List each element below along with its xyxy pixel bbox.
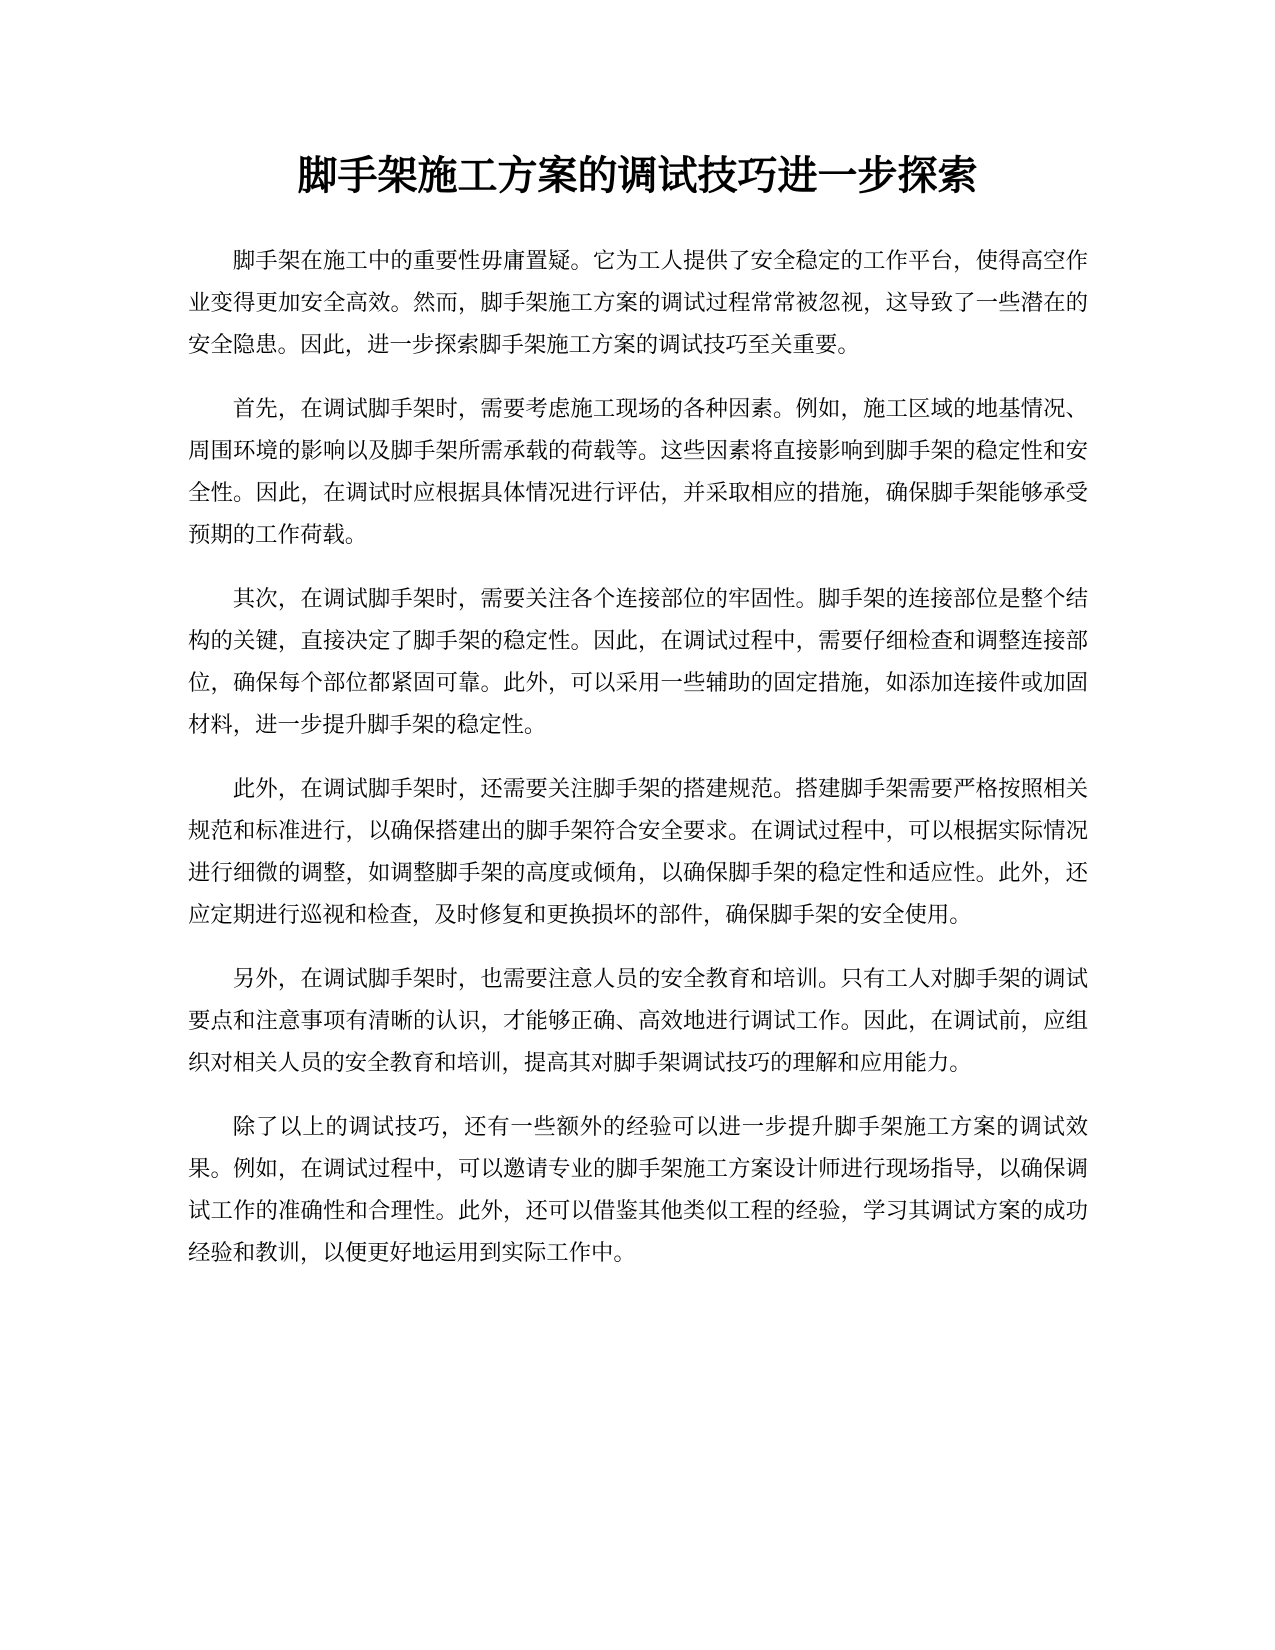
paragraph-5: 另外，在调试脚手架时，也需要注意人员的安全教育和培训。只有工人对脚手架的调试要点和注意事项有清晰的认识，才能够正确、高效地进行调试工作。因此，在调试前，应组织对相关人员的安全教育和培训，提高其对脚手架调试技巧的理解和应用能力。 — [188, 966, 1088, 1076]
paragraph-3: 其次，在调试脚手架时，需要关注各个连接部位的牢固性。脚手架的连接部位是整个结构的关键，直接决定了脚手架的稳定性。因此，在调试过程中，需要仔细检查和调整连接部位，确保每个部位都紧固可靠。此外，可以采用一些辅助的固定措施，如添加连接件或加固材料，进一步提升脚手架的稳定性。 — [188, 586, 1088, 738]
document-body — [188, 240, 1088, 1296]
paragraph-2: 首先，在调试脚手架时，需要考虑施工现场的各种因素。例如，施工区域的地基情况、周围环境的影响以及脚手架所需承载的荷载等。这些因素将直接影响到脚手架的稳定性和安全性。因此，在调试时应根据具体情况进行评估，并采取相应的措施，确保脚手架能够承受预期的工作荷载。 — [188, 396, 1088, 548]
paragraph-6: 除了以上的调试技巧，还有一些额外的经验可以进一步提升脚手架施工方案的调试效果。例如，在调试过程中，可以邀请专业的脚手架施工方案设计师进行现场指导，以确保调试工作的准确性和合理性。此外，还可以借鉴其他类似工程的经验，学习其调试方案的成功经验和教训，以便更好地运用到实际工作中。 — [188, 1114, 1088, 1266]
document-title: 脚手架施工方案的调试技巧进一步探索 — [297, 153, 978, 199]
paragraph-1: 脚手架在施工中的重要性毋庸置疑。它为工人提供了安全稳定的工作平台，使得高空作业变得更加安全高效。然而，脚手架施工方案的调试过程常常被忽视，这导致了一些潜在的安全隐患。因此，进一步探索脚手架施工方案的调试技巧至关重要。 — [188, 248, 1088, 358]
paragraph-4: 此外，在调试脚手架时，还需要关注脚手架的搭建规范。搭建脚手架需要严格按照相关规范和标准进行，以确保搭建出的脚手架符合安全要求。在调试过程中，可以根据实际情况进行细微的调整，如调整脚手架的高度或倾角，以确保脚手架的稳定性和适应性。此外，还应定期进行巡视和检查，及时修复和更换损坏的部件，确保脚手架的安全使用。 — [188, 776, 1088, 928]
